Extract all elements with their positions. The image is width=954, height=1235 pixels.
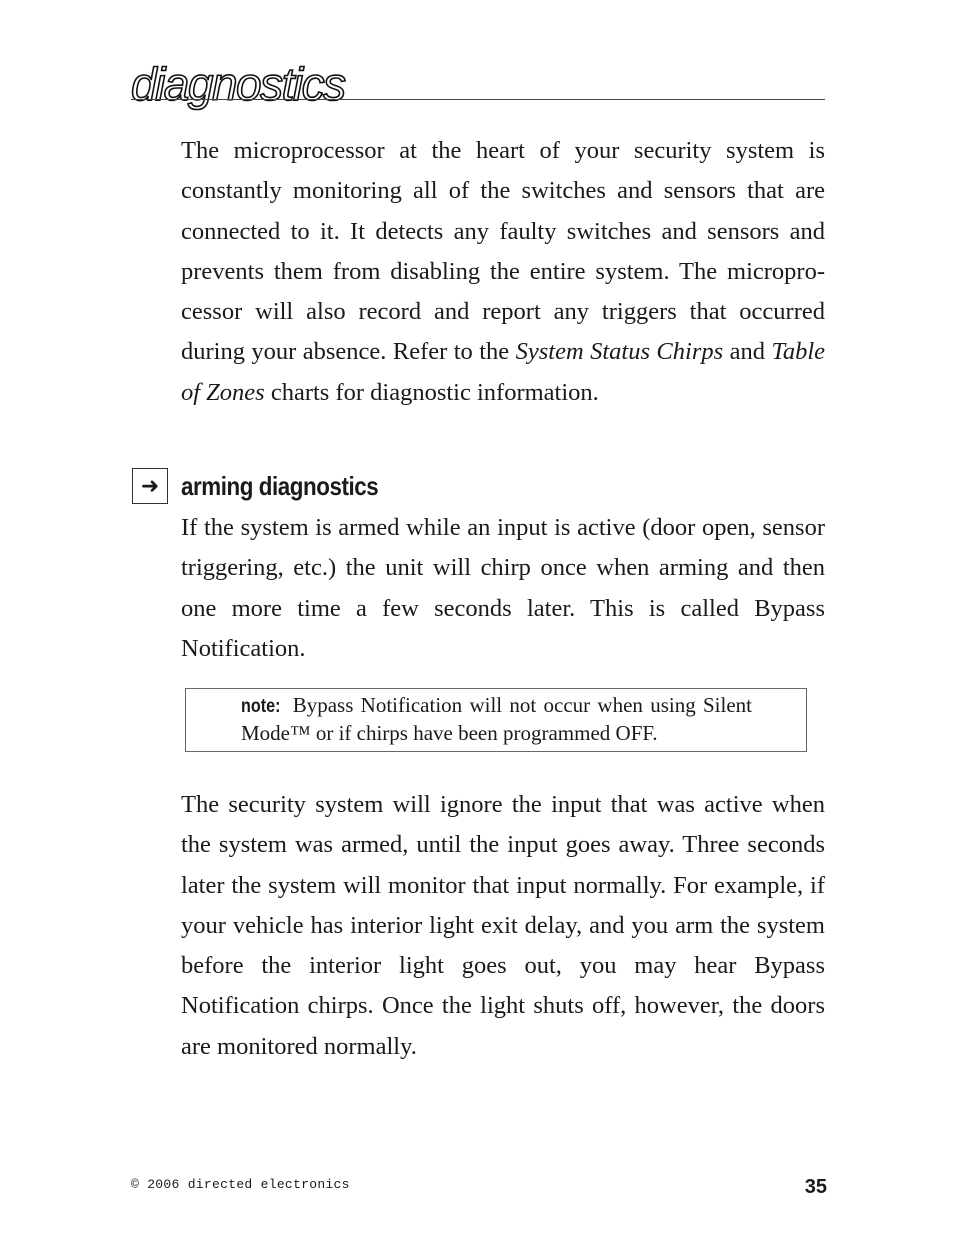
section-heading: arming diagnostics	[181, 471, 379, 501]
intro-text-start: The microprocessor at the heart of your security system is constantly monitoring all of the switches and sensors that are connected to it. It detects any faulty switches and sensors and prevents them from disabling the entire system. The microprocessor will also record and report any triggers that occurred during your absence. Refer to the	[181, 137, 825, 366]
note-text	[241, 692, 752, 746]
intro-text-end: charts for diagnostic information.	[264, 378, 599, 406]
note-body: Bypass Notification will not occur when using Silent Mode™ or if chirps have been programmed OFF.	[241, 693, 752, 745]
note-label: note:	[241, 696, 281, 717]
table-of-zones-reference: Table of Zones	[181, 338, 825, 406]
arrow-right-icon: ➜	[132, 468, 168, 504]
intro-conjunction: and	[723, 338, 772, 366]
arming-paragraph: If the system is armed while an input is active (door open, sensor triggering, etc.) the unit will chirp once when arming and then one more time a few seconds later. This is called Bypass Notification.	[181, 514, 825, 662]
page-title: diagnostics	[131, 58, 345, 110]
footer-copyright: © 2006 directed electronics	[131, 1177, 350, 1192]
intro-paragraph	[181, 131, 825, 413]
title-rule	[131, 99, 825, 100]
system-status-chirps-reference: System Status Chirps	[515, 338, 724, 366]
note-box	[185, 688, 807, 752]
page-number: 35	[804, 1176, 827, 1198]
ignore-input-paragraph: The security system will ignore the input that was active when the system was armed, until the input goes away. Three seconds later the system will monitor that input normally. For example, if your vehicle has interior light exit delay, and you arm the system before the interior light goes out, you may hear Bypass Notification chirps. Once the light shuts off, however, the doors are monitored normally.	[181, 791, 825, 1060]
